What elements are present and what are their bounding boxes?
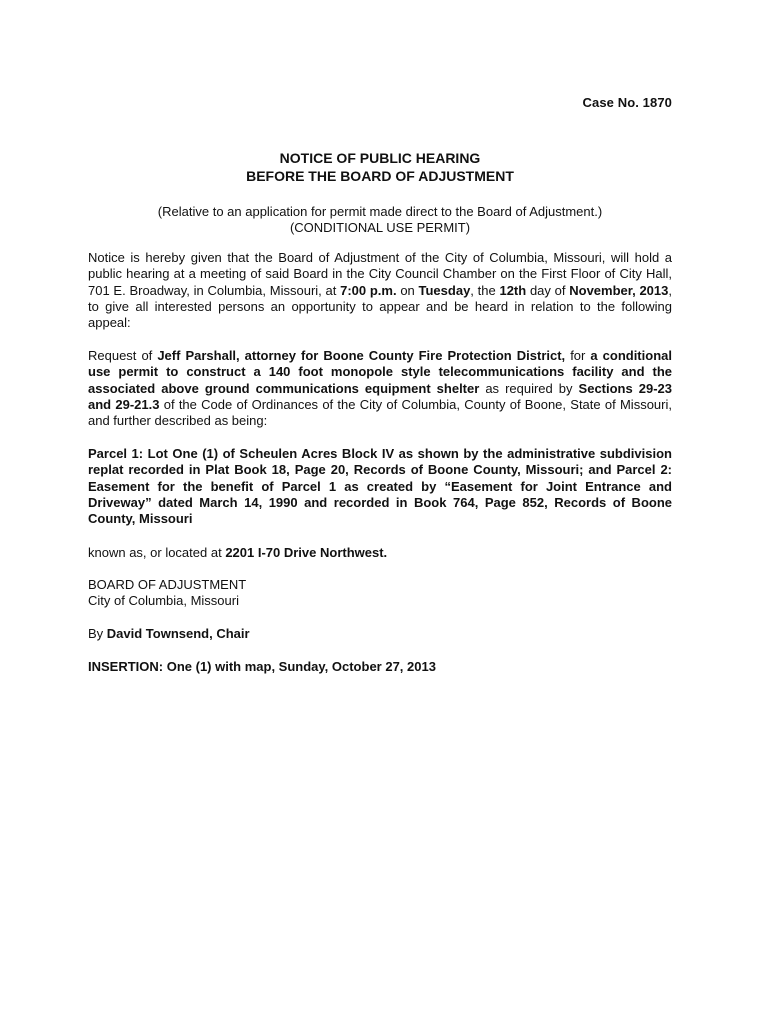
request-text: Request of	[88, 348, 158, 363]
hearing-month-year: November, 2013	[569, 282, 669, 298]
request-purpose: a conditional use permit to construct a 140 foot monopole style telecommunications facility and the associated above ground communications equipment shelter	[88, 348, 672, 396]
subtitle-line-1: (Relative to an application for permit made direct to the Board of Adjustment.)	[157, 204, 603, 219]
applicant: Jeff Parshall, attorney for Boone County Fire Protection District,	[157, 348, 566, 363]
request-text: for	[565, 348, 591, 363]
signature-block	[88, 577, 672, 610]
city-name: City of Columbia, Missouri	[88, 593, 239, 609]
title-line-1: NOTICE OF PUBLIC HEARING	[279, 150, 481, 166]
notice-text: day of	[526, 282, 570, 298]
board-name: BOARD OF ADJUSTMENT	[88, 577, 247, 592]
insertion-line: INSERTION: One (1) with map, Sunday, October 27, 2013	[88, 659, 436, 674]
notice-subtitle	[88, 204, 672, 236]
notice-title	[88, 149, 672, 185]
notice-text: , the	[470, 282, 500, 298]
property-address: 2201 I-70 Drive Northwest.	[225, 545, 388, 560]
hearing-time: 7:00 p.m.	[340, 282, 397, 298]
title-line-2: BEFORE THE BOARD OF ADJUSTMENT	[246, 168, 514, 184]
parcel-description: Parcel 1: Lot One (1) of Scheulen Acres Block IV as shown by the administrative subdivision replat recorded in Plat Book 18, Page 20, Records of Boone County, Missouri; and Parcel 2: Easement for the benefit of Parcel 1 as created by “Easement for Joint Entrance and Driveway” dated March 14, 1990 and recorded in Book 764, Page 852, Records of Boone County, Missouri	[88, 446, 672, 527]
chair-signature	[88, 626, 672, 642]
chair-name: David Townsend, Chair	[106, 626, 250, 641]
notice-text: , to give all interested persons an opportunity to appear and be heard in relation to the following appeal:	[88, 282, 672, 331]
request-text: as required by	[479, 380, 579, 396]
request-paragraph	[88, 348, 672, 429]
subtitle-line-2: (CONDITIONAL USE PERMIT)	[289, 220, 471, 235]
notice-text: on	[396, 282, 419, 298]
document-page	[88, 0, 672, 1024]
location-paragraph	[88, 545, 672, 561]
code-sections: Sections 29-23 and 29-21.3	[88, 380, 673, 412]
case-number: Case No. 1870	[582, 95, 672, 110]
notice-text: Notice is hereby given that the Board of Adjustment of the City of Columbia, Missouri, will hold a public hearing at a meeting of said Board in the City Council Chamber on the First Floor of City Hall, 701 E. Broadway, in Columbia, Missouri, at	[88, 250, 672, 298]
hearing-weekday: Tuesday	[418, 282, 471, 298]
hearing-notice-paragraph	[88, 250, 672, 331]
by-prefix: By	[88, 626, 107, 641]
location-text: known as, or located at	[88, 545, 226, 560]
hearing-day: 12th	[499, 282, 527, 298]
request-text: of the Code of Ordinances of the City of Columbia, County of Boone, State of Missouri, and further described as being:	[88, 396, 672, 429]
